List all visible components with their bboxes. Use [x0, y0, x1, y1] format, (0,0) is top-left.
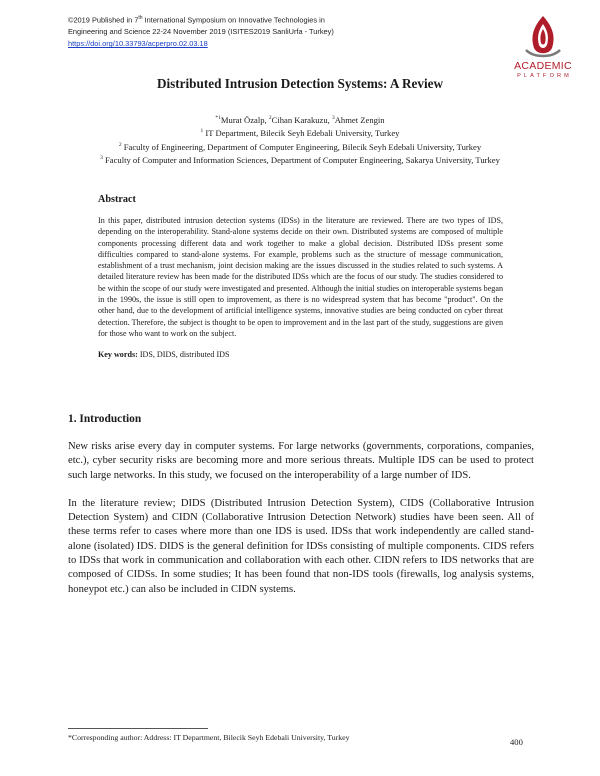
introduction-heading: 1. Introduction — [68, 413, 142, 425]
author-names: $^{*1}$Murat Özalp, $^2$Cihan Karakuzu, $^3$Ahmet Zengin — [215, 114, 385, 125]
introduction-paragraph-2: In the literature review; DIDS (Distributed Intrusion Detection System), CIDS (Collaborative Intrusion Detection System) and CIDN (Collaborative Intrusion Detection Network) studies have been seen. All of these terms refer to cases where more than one IDS is used. IDSs that work independently are called stand-alone (isolated) IDS. DIDS is the general definition for IDSs consisting of multiple components. CIDS refers to IDSs that work in communication and collaboration with each other. CIDN refers to IDS networks that are composed of CIDSs. In some studies; It has been found that non-IDS tools (firewalls, log analysis systems, honeypot etc.) can also be included in CIDN systems. — [68, 497, 534, 595]
abstract-heading: Abstract — [98, 194, 136, 205]
corresponding-author-footnote: *Corresponding author: Address: IT Department, Bilecik Seyh Edebali University, Turkey — [68, 733, 350, 742]
introduction-section — [68, 412, 534, 611]
abstract-section — [98, 193, 503, 361]
publication-info — [68, 12, 388, 50]
affiliation-1: $^1$ IT Department, Bilecik Seyh Edebali University, Turkey — [200, 128, 400, 139]
page-number: 400 — [510, 737, 523, 747]
keywords: Key words: IDS, DIDS, distributed IDS — [98, 350, 230, 360]
logo-text-academic: ACADEMIC — [514, 60, 572, 72]
logo-emblem-icon — [512, 14, 574, 60]
publication-line-1: ©2019 Published in 7th International Symposium on Innovative Technologies in — [68, 15, 325, 25]
logo-text-platform: PLATFORM — [517, 73, 572, 79]
doi-link[interactable]: https://doi.org/10.33793/acperpro.02.03.18 — [68, 39, 208, 49]
paper-title: Distributed Intrusion Detection Systems: A Review — [156, 76, 444, 91]
author-block — [0, 113, 600, 167]
affiliation-3: $^3$ Faculty of Computer and Information Sciences, Department of Computer Engineering, Sakarya University, Turkey — [100, 155, 500, 166]
introduction-paragraph-1: New risks arise every day in computer systems. For large networks (governments, corporations, companies, etc.), cyber security risks are becoming more and more serious threats. Multiple IDS can be used to protect such large networks. In this study, we focused on the interoperability of a large number of IDS. — [68, 441, 534, 481]
affiliation-2: $^2$ Faculty of Engineering, Department of Computer Engineering, Bilecik Seyh Edebali University, Turkey — [118, 141, 482, 152]
abstract-body: In this paper, distributed intrusion detection systems (IDSs) in the literature are reviewed. There are two types of IDS, depending on the interoperability. Stand-alone systems decide on their own. Distributed systems are composed of multiple components processing different data and work together to make a global decision. Distributed IDSs present some difficulties compared to stand-alone systems. For example, problems such as the structure of message communication, establishment of a trust mechanism, joint decision making are the issues discussed in the studies related to such systems. A detailed literature review has been made for the distributed IDSs which are the focus of our study. The studies considered to be within the scope of our study were investigated and presented. Although the initial studies on interoperable systems began in the 1990s, the issue is still open to improvement, as there is no widespread system that has become "product". On the other hand, due to the development of artificial intelligence systems, innovative studies are being conducted on cyber threat detection. Therefore, the subject is thought to be open to improvement and in the last part of the study, suggestions are given for those who want to work on the subject. — [98, 216, 503, 338]
publication-line-2: Engineering and Science 22-24 November 2019 (ISITES2019 SanliUrfa - Turkey) — [68, 27, 334, 37]
footnote-divider — [68, 728, 208, 729]
